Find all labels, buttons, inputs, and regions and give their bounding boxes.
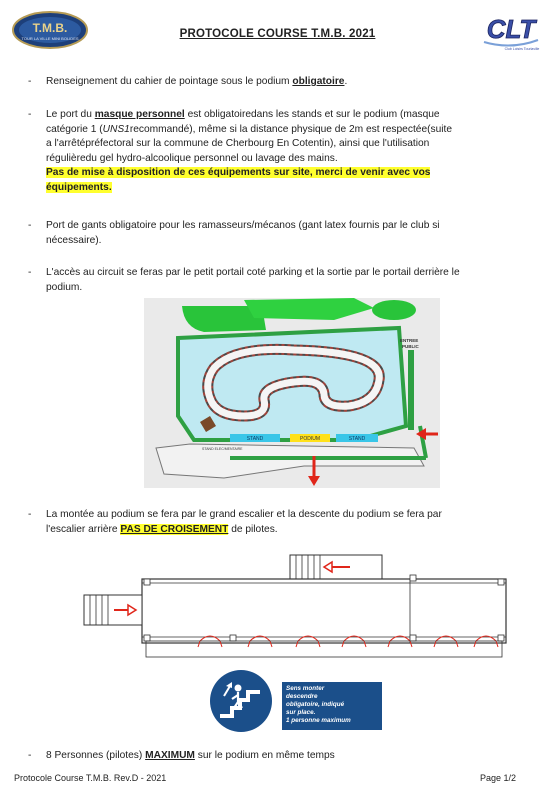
item-escalier: La montée au podium se fera par le grand escalier et la descente du podium se fera par l'escalier arrière PAS DE CROISEMENT de pilotes.: [46, 509, 442, 535]
sign-line: obligatoire, indiqué: [286, 701, 345, 708]
map-label-public: PUBLIC: [402, 344, 419, 349]
highlight-notice: Pas de mise à disposition de ces équipements sur site, merci de venir avec vos: [46, 167, 431, 178]
item-maximum-emphasis: MAXIMUM: [145, 750, 195, 761]
bullet: -: [28, 76, 32, 87]
footer-page-number: Page 1/2: [480, 773, 517, 783]
bullet: -: [28, 109, 32, 120]
item-acces: L'accès au circuit se feras par le petit portail coté parking et la sortie par le portail derrière le podium.: [46, 267, 460, 293]
sign-line: Sens monter: [286, 685, 325, 692]
item-gants: Port de gants obligatoire pour les ramasseurs/mécanos (gant latex fournis par le club si nécessaire).: [46, 220, 440, 246]
circuit-map: [144, 298, 440, 488]
item-pointage-emphasis: obligatoire: [292, 76, 345, 87]
highlight-notice: équipements.: [46, 181, 112, 193]
bullet: -: [28, 267, 32, 278]
sign-line: descendre: [286, 693, 318, 700]
map-label-stand-elec: STAND ELEC/MENTAIRE: [202, 447, 243, 451]
page-title: PROTOCOLE COURSE T.M.B. 2021: [179, 28, 376, 40]
item-maximum: 8 Personnes (pilotes) MAXIMUM sur le podium en même temps: [46, 750, 335, 761]
footer-document-ref: Protocole Course T.M.B. Rev.D - 2021: [14, 773, 167, 783]
highlight-no-crossing: PAS DE CROISEMENT: [120, 523, 229, 535]
sign-line: sur place.: [286, 709, 316, 716]
bullet: -: [28, 220, 32, 231]
podium-plan: [80, 553, 512, 665]
clt-logo-text: CLT: [486, 14, 536, 44]
map-label-podium: PODIUM: [300, 436, 320, 442]
item-pointage: Renseignement du cahier de pointage sous le podium obligatoire.: [46, 76, 348, 87]
map-label-entree: ENTREE: [400, 338, 419, 343]
sign-line: 1 personne maximum: [286, 717, 351, 724]
bullet: -: [28, 509, 32, 520]
stair-sign: [208, 668, 384, 734]
tmb-logo-text: T.M.B.: [32, 21, 68, 35]
bullet: -: [28, 750, 32, 761]
clt-logo: [478, 8, 544, 52]
item-masque: Le port du masque personnel est obligatoiredans les stands et sur le podium (masque catégorie 1 (UNS1recommandé), même si la distance physique de 2m est respectée(suite a l'arrêtépréfectoral sur la commune de Cherbourg En Cotentin), ainsi que l'utilisation régulièredu gel hydro-alcoolique personnel ou lavage des mains. Pas de mise à disposition de ces équipements sur site, merci de venir avec vos équipements.: [46, 109, 453, 193]
tmb-logo-subtext: TOUR LA VILLE MINI BOLIDES: [21, 36, 79, 41]
map-label-stand-2: STAND: [348, 436, 366, 442]
map-label-stand: STAND: [246, 436, 264, 442]
clt-logo-subtext: Club Loisirs Tourlaville: [504, 47, 540, 51]
